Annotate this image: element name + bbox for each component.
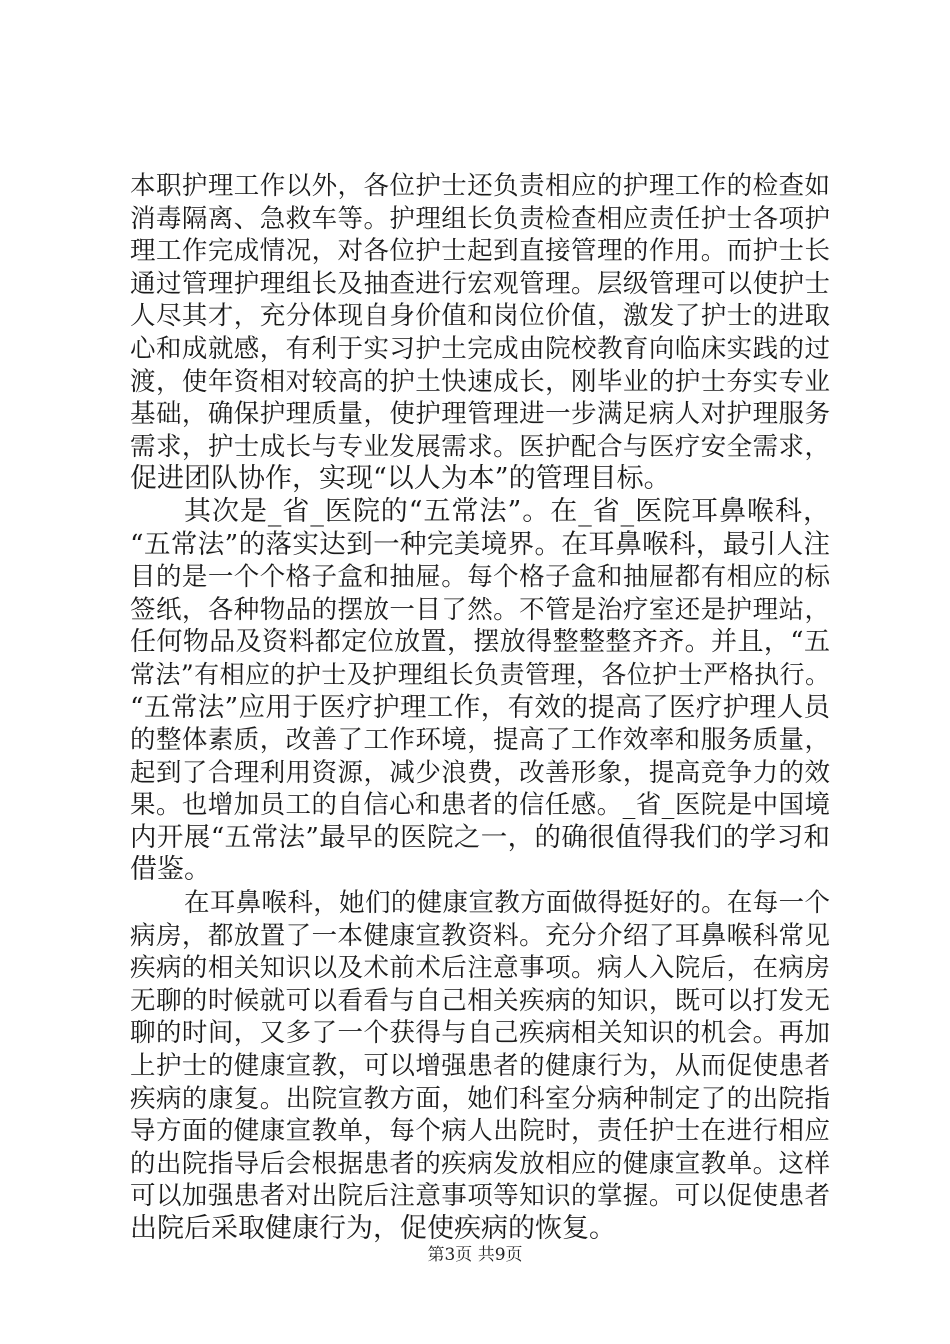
text-line: 导方面的健康宣教单，每个病人出院时，责任护士在进行相应	[130, 1116, 830, 1147]
text-line: 理工作完成情况，对各位护士起到直接管理的作用。而护士长	[130, 236, 830, 267]
text-line: 可以加强患者对出院后注意事项等知识的掌握。可以促使患者	[130, 1181, 830, 1212]
paragraph	[130, 887, 830, 1246]
text-line: 疾病的相关知识以及术前术后注意事项。病人入院后，在病房	[130, 953, 830, 984]
text-line: 促进团队协作，实现“以人为本”的管理目标。	[130, 463, 671, 495]
text-line: 出院后采取健康行为，促使疾病的恢复。	[130, 1213, 616, 1244]
text-line: 需求，护士成长与专业发展需求。医护配合与医疗安全需求，	[130, 431, 830, 462]
text-line: 人尽其才，充分体现自身价值和岗位价值，激发了护士的进取	[130, 301, 830, 332]
text-line: 基础，确保护理质量，使护理管理进一步满足病人对护理服务	[130, 399, 830, 430]
text-line: 果。也增加员工的自信心和患者的信任感。_省_医院是中国境	[130, 790, 830, 821]
text-line: 消毒隔离、急救车等。护理组长负责检查相应责任护士各项护	[130, 203, 830, 234]
text-line: “五常法”的落实达到一种完美境界。在耳鼻喉科，最引人注	[130, 528, 830, 560]
text-line: 聊的时间，又多了一个获得与自己疾病相关知识的机会。再加	[130, 1018, 830, 1049]
text-line: 上护士的健康宣教，可以增强患者的健康行为，从而促使患者	[130, 1051, 830, 1082]
text-line: 本职护理工作以外，各位护士还负责相应的护理工作的检查如	[130, 171, 830, 201]
text-line: “五常法”应用于医疗护理工作，有效的提高了医疗护理人员	[130, 691, 830, 723]
text-line: 心和成就感，有利于实习护土完成由院校教育向临床实践的过	[130, 333, 830, 364]
document-body	[130, 170, 830, 1246]
text-line: 的整体素质，改善了工作环境，提高了工作效率和服务质量，	[130, 725, 830, 756]
text-line: 签纸，各种物品的摆放一目了然。不管是治疗室还是护理站，	[130, 594, 830, 625]
paragraph	[130, 496, 830, 887]
text-line: 疾病的康复。出院宣教方面，她们科室分病种制定了的出院指	[130, 1083, 830, 1114]
text-line: 常法”有相应的护士及护理组长负责管理，各位护士严格执行。	[130, 659, 830, 689]
text-line: 渡，使年资相对较高的护土快速成长，刚毕业的护士夯实专业	[130, 366, 830, 397]
text-line: 其次是_省_医院的“五常法”。在_省_医院耳鼻喉科，	[184, 495, 830, 527]
text-line: 无聊的时候就可以看看与自己相关疾病的知识，既可以打发无	[130, 985, 830, 1016]
page-footer: 第3页 共9页	[427, 1245, 523, 1265]
text-line: 内开展“五常法”最早的医院之一，的确很值得我们的学习和	[130, 821, 830, 853]
text-line: 目的是一个个格子盒和抽屉。每个格子盒和抽屉都有相应的标	[130, 562, 830, 593]
text-line: 在耳鼻喉科，她们的健康宣教方面做得挺好的。在每一个	[184, 888, 830, 919]
text-line: 任何物品及资料都定位放置，摆放得整整整齐齐。并且，“五	[130, 627, 830, 658]
text-line: 起到了合理利用资源，减少浪费，改善形象，提高竞争力的效	[130, 757, 830, 788]
paragraph	[130, 170, 830, 496]
text-line: 借鉴。	[130, 854, 211, 886]
text-line: 的出院指导后会根据患者的疾病发放相应的健康宣教单。这样	[130, 1148, 830, 1179]
text-line: 病房，都放置了一本健康宣教资料。充分介绍了耳鼻喉科常见	[130, 920, 830, 951]
text-line: 通过管理护理组长及抽查进行宏观管理。层级管理可以使护士	[130, 268, 830, 299]
